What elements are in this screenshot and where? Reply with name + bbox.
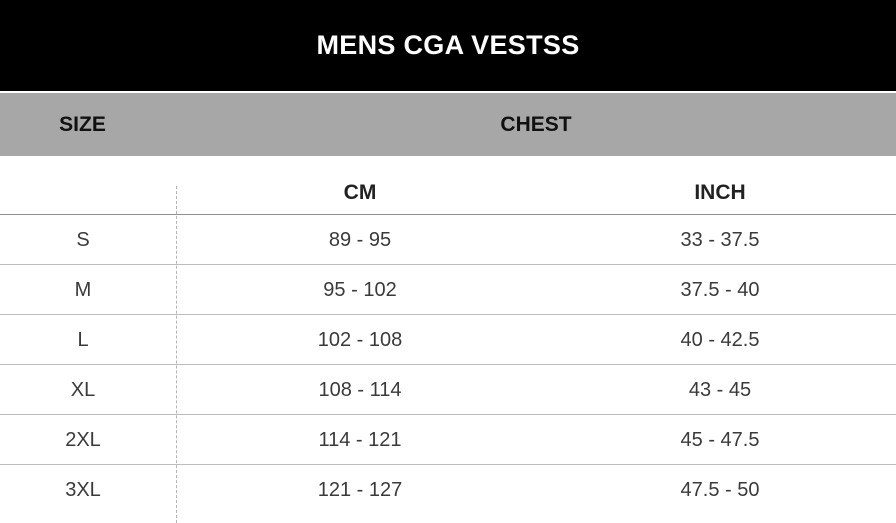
table-row [0, 214, 896, 264]
size-column-header: SIZE [59, 112, 106, 136]
table-row [0, 464, 896, 514]
chest-inch-cell: 45 - 47.5 [680, 428, 760, 451]
chest-cm-cell: 114 - 121 [318, 428, 402, 451]
size-cell: S [76, 228, 90, 251]
chest-inch-cell: 37.5 - 40 [680, 278, 760, 301]
chest-column-header: CHEST [500, 112, 572, 136]
size-cell: L [77, 328, 89, 351]
size-cell: M [74, 278, 92, 301]
chest-inch-cell: 47.5 - 50 [680, 478, 760, 501]
chest-cm-cell: 102 - 108 [317, 328, 403, 351]
cm-column-header: CM [343, 181, 377, 204]
size-cell: 3XL [65, 478, 101, 501]
chest-cm-cell: 95 - 102 [323, 278, 397, 301]
size-chart-title: MENS CGA VESTSS [0, 0, 896, 91]
table-row [0, 264, 896, 314]
size-table-body [0, 214, 896, 514]
table-row [0, 414, 896, 464]
inch-column-header: INCH [694, 181, 746, 204]
size-cell: XL [70, 378, 96, 401]
chest-inch-cell: 40 - 42.5 [680, 328, 760, 351]
table-row [0, 314, 896, 364]
size-cell: 2XL [65, 428, 101, 451]
chest-cm-cell: 89 - 95 [328, 228, 392, 251]
unit-subheader [0, 156, 896, 215]
chest-cm-cell: 108 - 114 [318, 378, 402, 401]
chest-cm-cell: 121 - 127 [317, 478, 403, 501]
chest-inch-cell: 43 - 45 [688, 378, 752, 401]
size-subheader-empty [0, 178, 166, 208]
table-header-band [0, 93, 896, 156]
chest-inch-cell: 33 - 37.5 [680, 228, 760, 251]
table-row [0, 364, 896, 414]
